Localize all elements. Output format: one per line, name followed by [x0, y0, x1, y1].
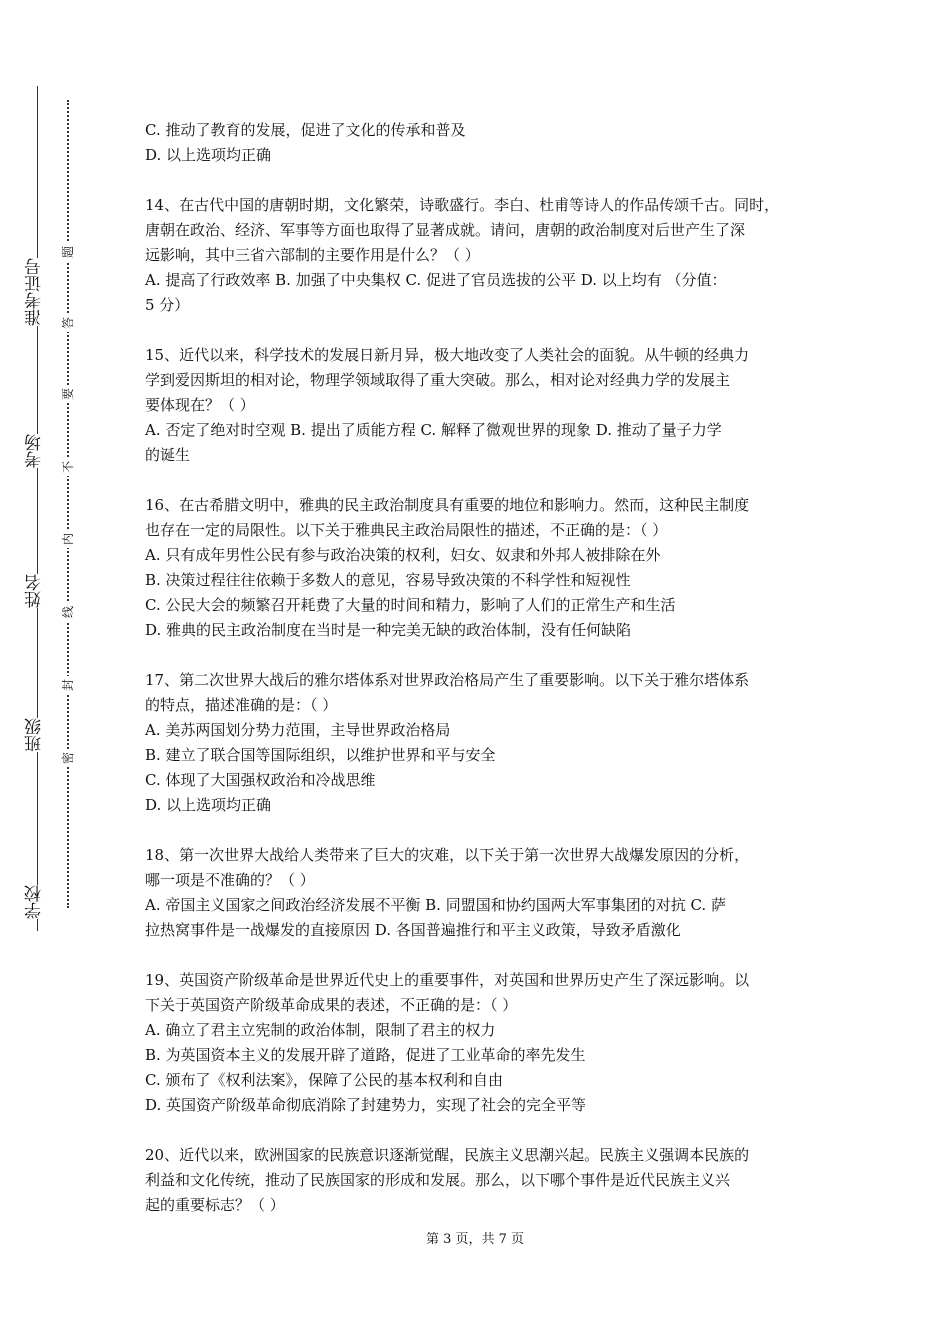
question-text: 利益和文化传统，推动了民族国家的形成和发展。那么，以下哪个事件是近代民族主义兴 — [145, 1171, 731, 1189]
question-text: 16、在古希腊文明中，雅典的民主政治制度具有重要的地位和影响力。然而，这种民主制度 — [145, 496, 750, 514]
option-a: A. 美苏两国划分势力范围，主导世界政治格局 — [145, 721, 451, 739]
seal-char: 内 — [61, 530, 75, 548]
page-number: 第 3 页，共 7 页 — [425, 1232, 525, 1247]
binding-margin — [0, 0, 100, 1344]
question-options: 5 分） — [145, 296, 190, 314]
seal-char: 封 — [61, 676, 75, 694]
binding-dotted-line — [67, 100, 69, 908]
option-c: C. 体现了大国强权政治和冷战思维 — [145, 771, 376, 789]
question-text: 起的重要标志？（ ） — [145, 1196, 285, 1214]
option-a: A. 只有成年男性公民有参与政治决策的权利，妇女、奴隶和外邦人被排除在外 — [145, 546, 661, 564]
question-17 — [145, 668, 810, 818]
option-c: C. 推动了教育的发展，促进了文化的传承和普及 — [145, 121, 466, 139]
seal-char: 不 — [61, 458, 75, 476]
option-a: A. 确立了君主立宪制的政治体制，限制了君主的权力 — [145, 1021, 496, 1039]
question-text: 的特点，描述准确的是：（ ） — [145, 696, 338, 714]
student-name-label: 姓名 — [25, 574, 51, 608]
question-19 — [145, 968, 810, 1118]
binding-solid-line — [37, 86, 38, 931]
question-18 — [145, 843, 810, 943]
question-text: 学到爱因斯坦的相对论，物理学领域取得了重大突破。那么，相对论对经典力学的发展主 — [145, 371, 731, 389]
question-text: 也存在一定的局限性。以下关于雅典民主政治局限性的描述，不正确的是：（ ） — [145, 521, 668, 539]
option-b: B. 为英国资本主义的发展开辟了道路，促进了工业革命的率先发生 — [145, 1046, 586, 1064]
seal-char: 线 — [61, 603, 75, 621]
exam-id-label: 准考证号 — [25, 258, 51, 326]
question-text: 14、在古代中国的唐朝时期，文化繁荣，诗歌盛行。李白、杜甫等诗人的作品传颂千古。同时， — [145, 196, 780, 214]
question-options: A. 提高了行政效率 B. 加强了中央集权 C. 促进了官员选拔的公平 D. 以上均有 （分值： — [145, 271, 727, 289]
question-16 — [145, 493, 810, 643]
question-text: 19、英国资产阶级革命是世界近代史上的重要事件，对英国和世界历史产生了深远影响。以 — [145, 971, 750, 989]
seal-char: 题 — [61, 243, 75, 261]
option-d: D. 以上选项均正确 — [145, 796, 272, 814]
question-text: 远影响，其中三省六部制的主要作用是什么？（ ） — [145, 246, 480, 264]
question-options: A. 帝国主义国家之间政治经济发展不平衡 B. 同盟国和协约国两大军事集团的对抗 C. 萨 — [145, 896, 726, 914]
question-text: 20、近代以来，欧洲国家的民族意识逐渐觉醒，民族主义思潮兴起。民族主义强调本民族的 — [145, 1146, 750, 1164]
seal-char: 要 — [61, 385, 75, 403]
question-options: A. 否定了绝对时空观 B. 提出了质能方程 C. 解释了微观世界的现象 D. 推动了量子力学 — [145, 421, 722, 439]
question-text: 18、第一次世界大战给人类带来了巨大的灾难，以下关于第一次世界大战爆发原因的分析， — [145, 846, 750, 864]
question-text: 哪一项是不准确的？（ ） — [145, 871, 315, 889]
seal-char: 密 — [61, 749, 75, 767]
question-text: 17、第二次世界大战后的雅尔塔体系对世界政治格局产生了重要影响。以下关于雅尔塔体系 — [145, 671, 750, 689]
question-options: 拉热窝事件是一战爆发的直接原因 D. 各国普遍推行和平主义政策，导致矛盾激化 — [145, 921, 681, 939]
question-15 — [145, 343, 810, 468]
question-13-continued — [145, 118, 810, 168]
class-label: 班级 — [25, 718, 51, 752]
question-text: 下关于英国资产阶级革命成果的表述，不正确的是：（ ） — [145, 996, 518, 1014]
exam-room-label: 考场 — [25, 434, 51, 468]
question-14 — [145, 193, 810, 318]
option-d: D. 英国资产阶级革命彻底消除了封建势力，实现了社会的完全平等 — [145, 1096, 587, 1114]
option-b: B. 决策过程往往依赖于多数人的意见，容易导致决策的不科学性和短视性 — [145, 571, 631, 589]
option-c: C. 颁布了《权利法案》，保障了公民的基本权利和自由 — [145, 1071, 503, 1089]
option-d: D. 雅典的民主政治制度在当时是一种完美无缺的政治体制，没有任何缺陷 — [145, 621, 632, 639]
question-text: 15、近代以来，科学技术的发展日新月异，极大地改变了人类社会的面貌。从牛顿的经典力 — [145, 346, 750, 364]
seal-char: 答 — [61, 314, 75, 332]
question-options: 的诞生 — [145, 446, 191, 464]
option-b: B. 建立了联合国等国际组织，以维护世界和平与安全 — [145, 746, 496, 764]
question-text: 唐朝在政治、经济、军事等方面也取得了显著成就。请问，唐朝的政治制度对后世产生了深 — [145, 221, 746, 239]
question-text: 要体现在？（ ） — [145, 396, 255, 414]
school-label: 学校 — [25, 885, 51, 919]
option-c: C. 公民大会的频繁召开耗费了大量的时间和精力，影响了人们的正常生产和生活 — [145, 596, 676, 614]
question-list — [145, 118, 810, 1243]
option-d: D. 以上选项均正确 — [145, 146, 272, 164]
question-20 — [145, 1143, 810, 1218]
